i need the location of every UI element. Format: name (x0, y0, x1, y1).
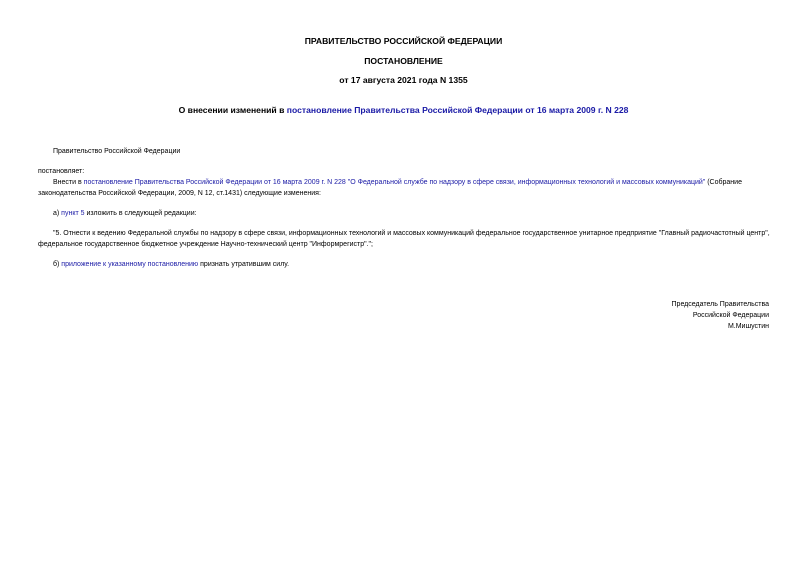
quote-paragraph: "5. Отнести к ведению Федеральной службы по надзору в сфере связи, информационных технологий и массовых коммуникаций федеральное государственное унитарное предприятие "Главный радиочастотный центр", федеральное государственное бюджетное учреждение Научно-технический центр "Информрегистр"."; (38, 230, 770, 248)
signature-block (672, 299, 769, 332)
item-b-suffix: признать утратившим силу. (198, 261, 290, 268)
item-b-paragraph (53, 259, 289, 270)
intro-suffix: (Собрание законодательства Российской Федерации, 2009, N 12, ст.1431) следующие изменения: (38, 179, 742, 197)
intro-prefix: Внести в (53, 179, 84, 186)
title-prefix: О внесении изменений в (178, 105, 287, 115)
item-a-link[interactable]: пункт 5 (61, 210, 85, 217)
item-b-link[interactable]: приложение к указанному постановлению (61, 261, 199, 268)
item-a-suffix: изложить в следующей редакции: (84, 210, 197, 217)
document-type-heading: ПОСТАНОВЛЕНИЕ (364, 56, 443, 66)
date-number-heading: от 17 августа 2021 года N 1355 (339, 75, 468, 85)
decides-text: постановляет: (38, 168, 85, 175)
signature-organization: Российской Федерации (692, 312, 769, 319)
item-a-paragraph (53, 208, 197, 219)
item-a-prefix: а) (53, 210, 62, 217)
intro-link[interactable]: постановление Правительства Российской Федерации от 16 марта 2009 г. N 228 "О Федеральной службе по надзору в сфере связи, информационных технологий и массовых коммуникаций" (83, 179, 706, 186)
signature-name: М.Мишустин (727, 323, 769, 330)
issuer-text: Правительство Российской Федерации (53, 148, 181, 155)
document-title (0, 105, 807, 115)
title-link[interactable]: постановление Правительства Российской Федерации от 16 марта 2009 г. N 228 (286, 105, 629, 115)
signature-position: Председатель Правительства (671, 301, 769, 308)
government-heading: ПРАВИТЕЛЬСТВО РОССИЙСКОЙ ФЕДЕРАЦИИ (304, 36, 503, 46)
intro-paragraph (38, 177, 770, 199)
item-b-prefix: б) (53, 261, 62, 268)
